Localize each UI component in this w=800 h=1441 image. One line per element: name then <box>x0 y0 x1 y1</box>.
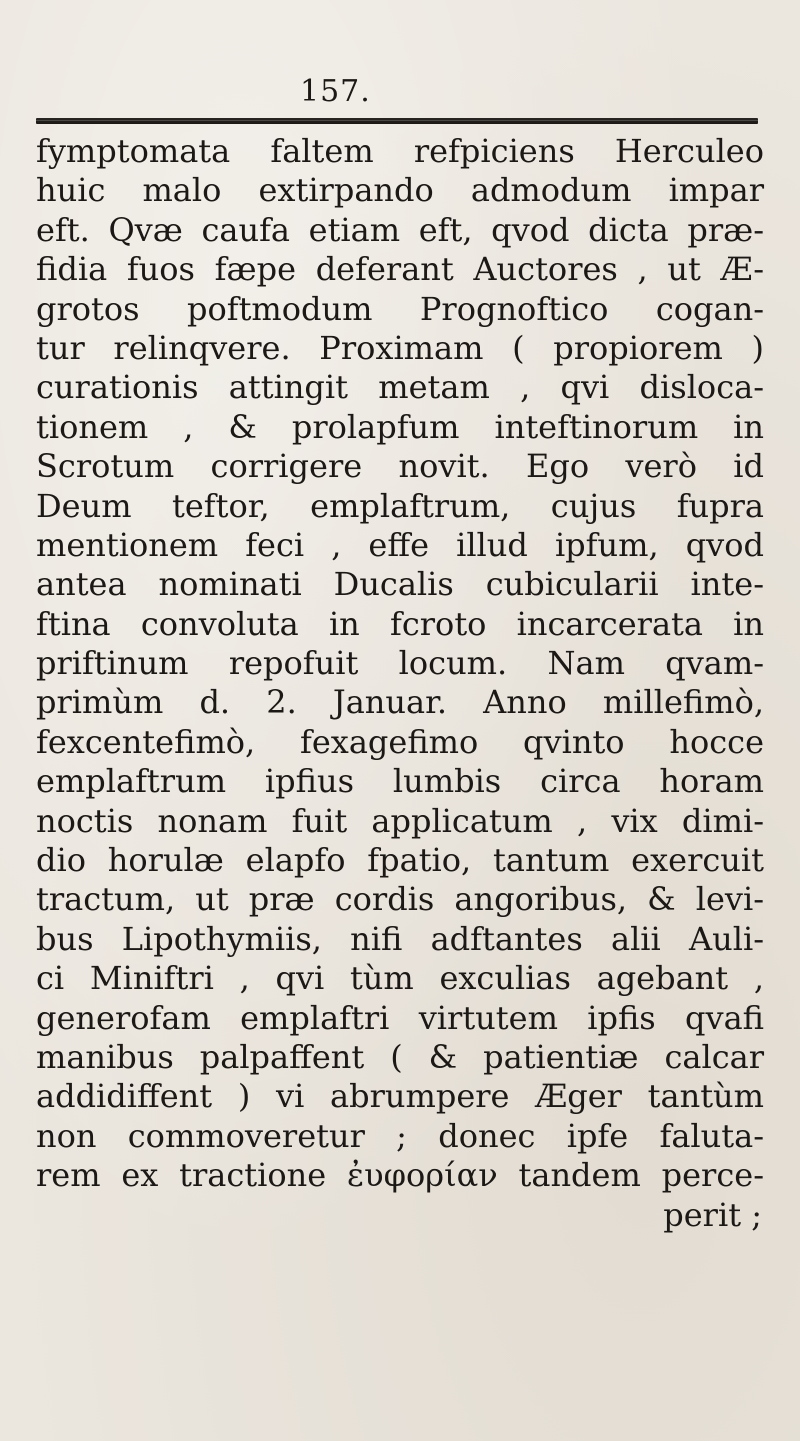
text-line: fidia fuos fæpe deferant Auctores , ut Æ- <box>36 250 764 289</box>
text-line: addidiffent ) vi abrumpere Æger tantùm <box>36 1077 764 1116</box>
text-line: generofam emplaftri virtutem ipfis qvafi <box>36 998 764 1037</box>
text-line: mentionem feci , effe illud ipfum, qvod <box>36 525 764 564</box>
body-text <box>36 132 764 1235</box>
text-line: ci Miniftri , qvi tùm exculias agebant , <box>36 959 764 998</box>
text-line: Scrotum corrigere novit. Ego verò id <box>36 447 764 486</box>
text-line: priftinum repofuit locum. Nam qvam- <box>36 644 764 683</box>
text-line-catchword: perit ; <box>663 1195 762 1234</box>
text-line: grotos poftmodum Prognoftico cogan- <box>36 289 764 328</box>
text-line: noctis nonam fuit applicatum , vix dimi- <box>36 801 764 840</box>
text-line: tionem , & prolapfum inteftinorum in <box>36 407 764 446</box>
text-line: huic malo extirpando admodum impar <box>36 171 764 210</box>
text-line: fexcentefimò, fexagefimo qvinto hocce <box>36 722 764 761</box>
text-line: dio horulæ elapfo fpatio, tantum exercuit <box>36 841 764 880</box>
text-line: curationis attingit metam , qvi disloca- <box>36 368 764 407</box>
text-line: ftina convoluta in fcroto incarcerata in <box>36 604 764 643</box>
text-line: bus Lipothymiis, nifi adftantes alii Auli- <box>36 919 764 958</box>
text-line: eft. Qvæ caufa etiam eft, qvod dicta præ- <box>36 210 764 249</box>
text-line: rem ex tractione ἐυφορίαν tandem perce- <box>36 1156 764 1195</box>
text-line: fymptomata faltem refpiciens Herculeo <box>36 132 764 170</box>
text-line: primùm d. 2. Januar. Anno millefimò, <box>36 683 764 722</box>
text-line: Deum teftor, emplaftrum, cujus fupra <box>36 486 764 525</box>
header-rule <box>36 118 758 124</box>
text-line: antea nominati Ducalis cubicularii inte- <box>36 565 764 604</box>
text-line: emplaftrum ipfius lumbis circa horam <box>36 762 764 801</box>
text-line: manibus palpaffent ( & patientiæ calcar <box>36 1037 764 1076</box>
text-line: tractum, ut præ cordis angoribus, & levi- <box>36 880 764 919</box>
page-number: 157. <box>300 74 371 109</box>
text-line: non commoveretur ; donec ipfe faluta- <box>36 1116 764 1155</box>
text-line: tur relinqvere. Proximam ( propiorem ) <box>36 328 764 367</box>
